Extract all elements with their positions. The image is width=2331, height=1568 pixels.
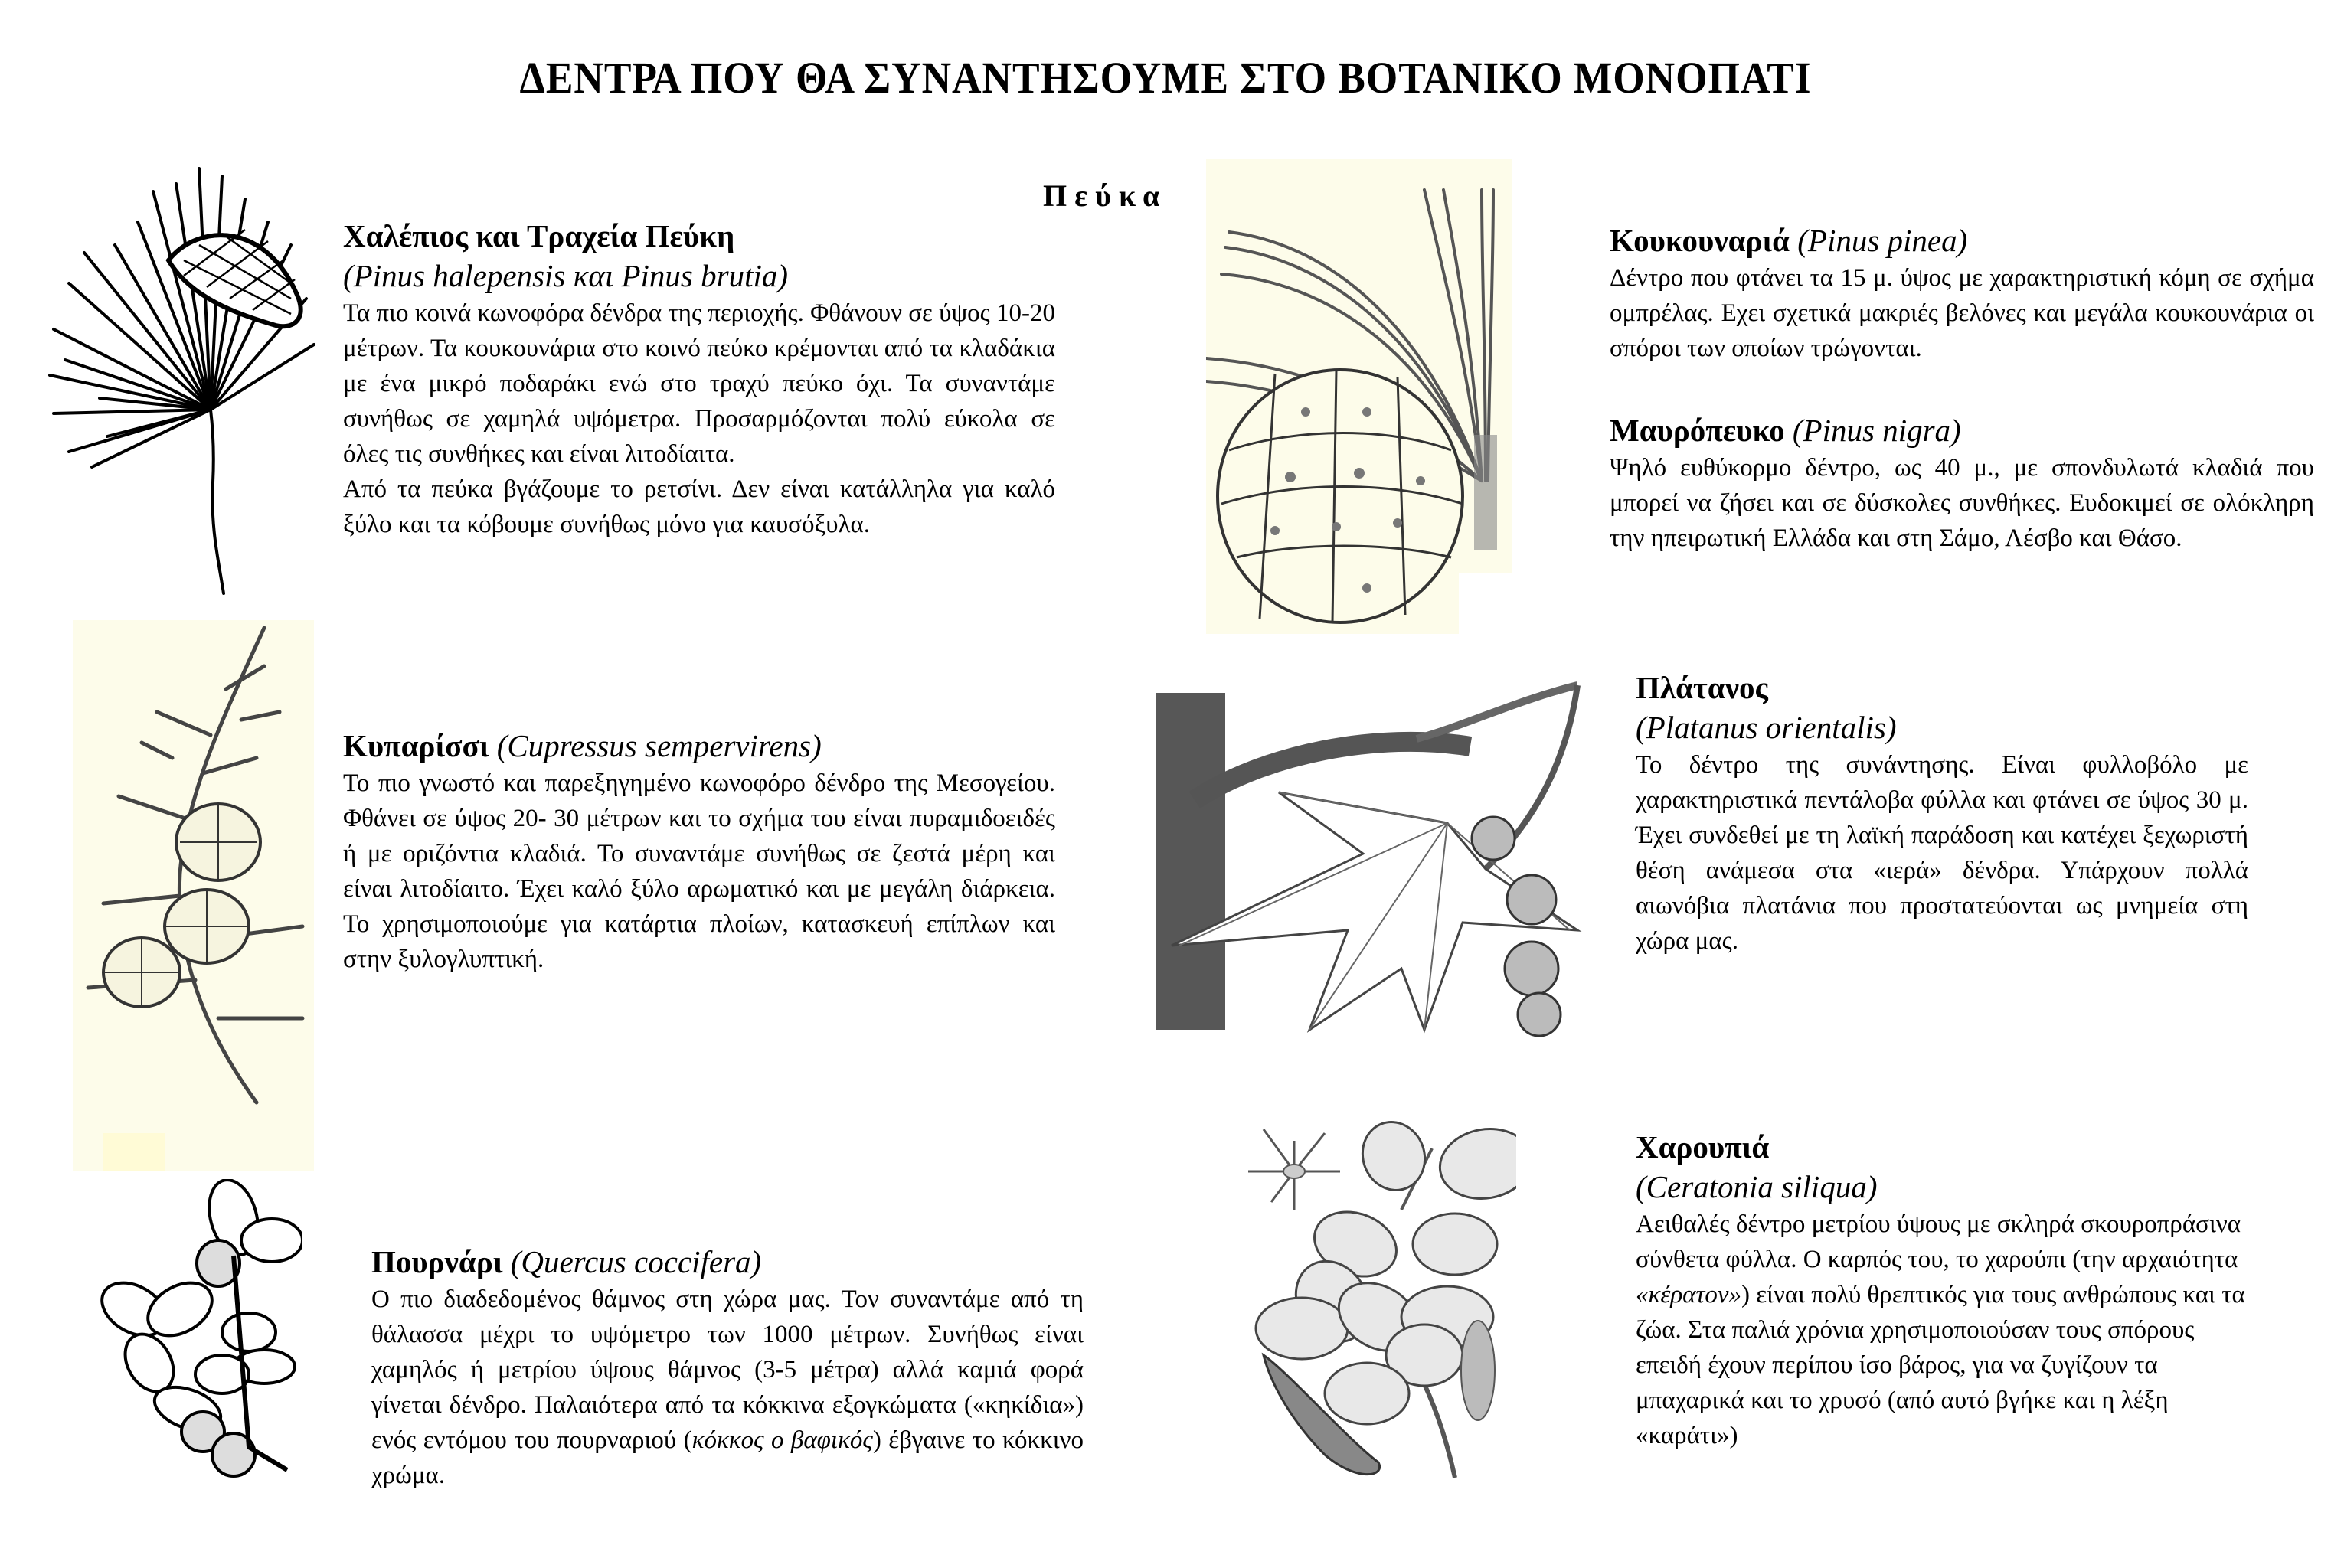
entry-name: Χαρουπιά [1636,1129,1770,1165]
carob-illustration [1233,1118,1516,1485]
section-label-pines: Πεύκα [1043,178,1168,213]
entry-scientific-name: (Platanus orientalis) [1636,710,1897,745]
description-text: Αειθαλές δέντρο μετρίου ύψους με σκληρά σκουροπράσινα σύνθετα φύλλα. Ο καρπός του, το χαρούπι (την αρχαιότητα [1636,1210,2241,1273]
stone-pine-cone-icon [1206,159,1512,634]
entry-name: Χαλέπιος και Τραχεία Πεύκη [343,218,735,253]
plane-leaf-icon [1149,678,1623,1037]
entry-kermes-oak [371,1242,1084,1493]
entry-scientific-name: (Pinus nigra) [1792,413,1961,448]
entry-scientific-name: (Cupressus sempervirens) [496,728,822,763]
plane-tree-illustration [1149,678,1623,1037]
entry-name: Κουκουναριά [1610,223,1790,258]
entry-plane-tree [1636,668,2248,959]
entry-scientific-name: (Pinus halepensis και Pinus brutia) [343,258,789,293]
description-italic-term: «κέρατον» [1636,1281,1741,1308]
entry-description: Τα πιο κοινά κωνοφόρα δένδρα της περιοχής. Φθάνουν σε ύψος 10-20 μέτρων. Τα κουκουνάρια στο κοινό πεύκο κρέμονται από τα κλαδάκια με ένα μικρό ποδαράκι ενώ στο τραχύ πεύκο όχι. Τα συναντάμε συνήθως σε χαμηλά υψόμετρα. Προσαρμόζονται πολύ εύκολα σε όλες τις συνθήκες και είναι λιτοδίαιτα. [343,299,1055,468]
cypress-branch-icon [73,620,314,1171]
carob-branch-icon [1233,1118,1516,1485]
entry-scientific-name: (Quercus coccifera) [510,1244,762,1279]
entry-description [371,1282,1084,1493]
entry-carob [1636,1127,2248,1453]
entry-name: Πουρνάρι [371,1244,503,1279]
cypress-branch-illustration [73,620,314,1171]
kermes-oak-branch-icon [80,1179,302,1485]
entry-stone-pine [1610,220,2314,366]
page-title: ΔΕΝΤΡΑ ΠΟΥ ΘΑ ΣΥΝΑΝΤΗΣΟΥΜΕ ΣΤΟ ΒΟΤΑΝΙΚΟ ΜΟΝΟΠΑΤΙ [519,53,1812,103]
pine-branch-illustration [23,145,329,605]
entry-name: Μαυρόπευκο [1610,413,1785,448]
entry-description: Το δέντρο της συνάντησης. Είναι φυλλοβόλο με χαρακτηριστικά πεντάλοβα φύλλα και φτάνει σε ύψος 30 μ. Έχει συνδεθεί με τη λαϊκή παράδοση και κατέχει ξεχωριστή θέση ανάμεσα στα «ιερά» δένδρα. Υπάρχουν πολλά αιωνόβια πλατάνια που προστατεύονται ως μνημεία στη χώρα μας. [1636,751,2248,955]
description-text: Ο πιο διαδεδομένος θάμνος στη χώρα μας. Τον συναντάμε από τη θάλασσα μέχρι το υψόμετρο των 1000 μέτρων. Συνήθως είναι χαμηλός ή μετρίου ύψους θάμνος (3-5 μέτρα) αλλά καμιά φορά γίνεται δένδρο. Παλαιότερα από τα κόκκινα εξογκώματα («κηκίδια») ενός εντόμου του πουρναριού ( [371,1285,1084,1454]
entry-description [1636,1207,2248,1453]
entry-name: Πλάτανος [1636,670,1768,705]
entry-name: Κυπαρίσσι [343,728,489,763]
entry-aleppo-brutia-pine [343,216,1055,542]
description-text: ) είναι πολύ θρεπτικός για τους ανθρώπους και τα ζώα. Στα παλιά χρόνια χρησιμοποιούσαν τους σπόρους επειδή έχουν περίπου ίσο βάρος, για να ζυγίζουν τα μπαχαρικά και το χρυσό (από αυτό βγήκε και η λέξη «καράτι») [1636,1281,2245,1449]
description-text: ) έβγαινε το κόκκινο χρώμα. [371,1426,1084,1489]
entry-scientific-name: (Ceratonia siliqua) [1636,1169,1878,1204]
pine-branch-icon [23,145,329,605]
stone-pine-illustration [1206,159,1512,634]
kermes-oak-illustration [80,1179,302,1485]
entry-description: Από τα πεύκα βγάζουμε το ρετσίνι. Δεν είναι κατάλληλα για καλό ξύλο και τα κόβουμε συνήθως μόνο για καυσόξυλα. [343,475,1055,538]
entry-description: Δέντρο που φτάνει τα 15 μ. ύψος με χαρακτηριστική κόμη σε σχήμα ομπρέλας. Εχει σχετικά μακριές βελόνες και μεγάλα κουκουνάρια οι σπόροι των οποίων τρώγονται. [1610,264,2314,362]
entry-black-pine [1610,410,2314,556]
entry-description: Το πιο γνωστό και παρεξηγημένο κωνοφόρο δένδρο της Μεσογείου. Φθάνει σε ύψος 20- 30 μέτρων και το σχήμα του είναι πυραμιδοειδές ή με οριζόντια κλαδιά. Το συναντάμε συνήθως σε ζεστά μέρη και είναι λιτοδίαιτο. Έχει καλό ξύλο αρωματικό και με μεγάλη διάρκεια. Το χρησιμοποιούμε για κατάρτια πλοίων, κατασκευή επίπλων και στην ξυλογλυπτική. [343,769,1055,973]
entry-cypress [343,726,1055,977]
description-italic-term: κόκκος ο βαφικός [691,1426,873,1454]
entry-scientific-name: (Pinus pinea) [1797,223,1968,258]
entry-description: Ψηλό ευθύκορμο δέντρο, ως 40 μ., με σπονδυλωτά κλαδιά που μπορεί να ζήσει και σε δύσκολες συνθήκες. Ευδοκιμεί σε ολόκληρη την ηπειρωτική Ελλάδα και στη Σάμο, Λέσβο και Θάσο. [1610,454,2314,552]
